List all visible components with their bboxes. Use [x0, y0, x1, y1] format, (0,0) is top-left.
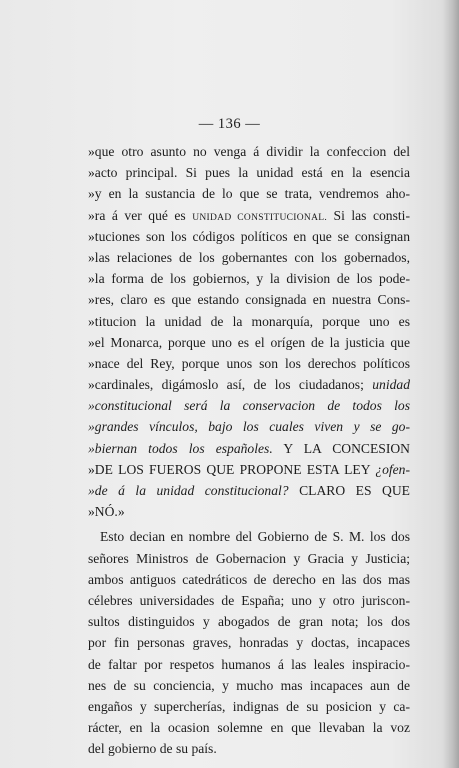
text-run: »NÓ.» [88, 504, 125, 520]
text-line [88, 332, 410, 353]
italic-text: »biernan todos los españoles. [88, 440, 273, 456]
text-run: »acto principal. Si pues la unidad está en la esencia [88, 165, 410, 181]
text-run: Esto decian en nombre del Gobierno de S. M. los dos [100, 529, 410, 545]
italic-text: »constitucional será la conservacion de todos los [88, 398, 410, 414]
text-run: »res, claro es que estando consignada en nuestra Cons- [88, 292, 410, 308]
text-line [88, 374, 410, 395]
text-line [88, 268, 410, 289]
text-line [88, 289, 410, 310]
text-line [88, 675, 410, 696]
text-line [88, 654, 410, 675]
text-line [88, 141, 410, 162]
text-line [88, 590, 410, 611]
text-line [88, 696, 410, 717]
text-run: Si las consti- [327, 207, 410, 223]
text-line [88, 395, 410, 416]
page-number: — 136 — [198, 116, 261, 132]
text-run: »nace del Rey, porque unos son los derechos políticos [88, 355, 410, 371]
text-run: »DE LOS FUEROS QUE PROPONE ESTA LEY [88, 461, 376, 477]
text-line [88, 569, 410, 590]
text-run: »titucion la unidad de la monarquía, porque uno es [88, 313, 410, 329]
text-line [88, 162, 410, 183]
text-run: nes de su conciencia, y mucho mas incapaces aun de [88, 677, 410, 693]
text-line [88, 738, 410, 759]
text-line [88, 438, 410, 459]
text-run: Y LA CONCESION [272, 440, 410, 456]
text-line [88, 501, 410, 522]
text-run: »las relaciones de los gobernantes con los gobernados, [88, 249, 410, 265]
text-line [88, 247, 410, 268]
text-run: »que otro asunto no venga á dividir la confeccion del [88, 144, 410, 159]
text-run: »el Monarca, porque uno es el orígen de la justicia que [88, 334, 410, 350]
text-run: »ra á ver qué es [88, 207, 193, 223]
italic-text: »grandes vínculos, bajo los cuales viven y se go- [88, 419, 410, 435]
text-line [88, 632, 410, 653]
body-text [88, 141, 410, 759]
text-run: señores Ministros de Gobernacion y Gracia y Justicia; [88, 550, 410, 566]
text-run: de faltar por respetos humanos á las leales inspiracio- [88, 656, 410, 672]
text-line [88, 548, 410, 569]
text-line [88, 205, 410, 226]
text-run: engaños y supercherías, indignas de su posicion y ca- [88, 698, 410, 714]
italic-text: »de á la unidad constitucional? [88, 483, 289, 498]
text-run: por fin personas graves, honradas y doctas, incapaces [88, 635, 410, 651]
text-line [88, 183, 410, 204]
small-caps-text: UNIDAD CONSTITUCIONAL. [192, 212, 328, 223]
text-line [88, 526, 410, 547]
text-line [88, 353, 410, 374]
text-run: rácter, en la ocasion solemne en que llevaban la voz [88, 720, 410, 736]
text-run: »cardinales, digámoslo así, de los ciudadanos; [88, 377, 373, 393]
text-run: CLARO ES QUE [288, 483, 410, 498]
text-run: sultos distinguidos y abogados de gran nota; los dos [88, 614, 410, 630]
text-run: »y en la sustancia de lo que se trata, vendremos aho- [88, 186, 410, 202]
text-run: »tuciones son los códigos políticos en que se consignan [88, 228, 410, 244]
text-run: »la forma de los gobiernos, y la division de los pode- [88, 271, 410, 287]
text-run: ambos antiguos catedráticos de derecho en las dos mas [88, 571, 410, 587]
text-run: del gobierno de su país. [88, 741, 217, 757]
text-line [88, 416, 410, 437]
text-line [88, 311, 410, 332]
text-line [88, 717, 410, 738]
text-line [88, 459, 410, 480]
text-line [88, 480, 410, 501]
italic-text: unidad [372, 377, 410, 393]
text-line [88, 226, 410, 247]
text-run: célebres universidades de España; uno y otro juriscon- [88, 592, 410, 608]
text-line [88, 611, 410, 632]
italic-text: ¿ofen- [375, 461, 410, 477]
